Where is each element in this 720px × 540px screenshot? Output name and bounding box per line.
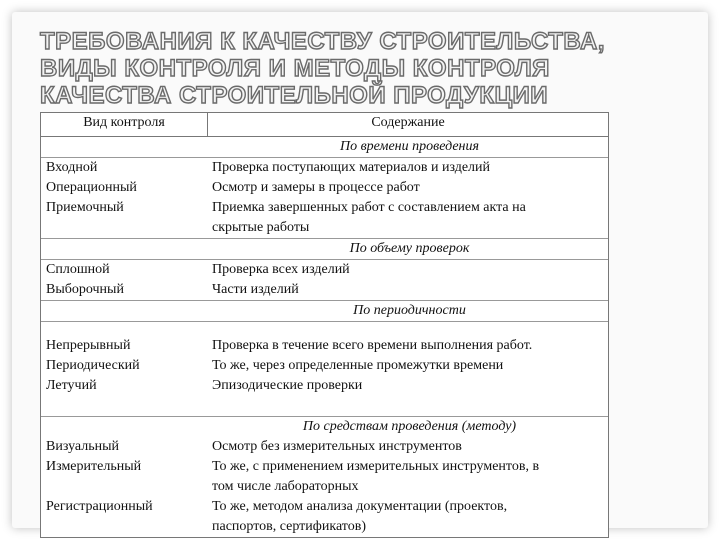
control-type-cell: Непрерывный: [46, 338, 131, 353]
category-by-periodicity: По периодичности: [41, 301, 608, 322]
title-line: ВИДЫ КОНТРОЛЯ И МЕТОДЫ КОНТРОЛЯ: [40, 55, 550, 82]
content-cell: паспортов, сертификатов): [212, 519, 367, 534]
content-cell: Проверка в течение всего времени выполнения работ.: [212, 338, 533, 353]
control-type-cell: Летучий: [46, 378, 97, 393]
section-by-periodicity: [41, 322, 608, 417]
content-cell: Осмотр без измерительных инструментов: [212, 439, 462, 454]
control-type-cell: Регистрационный: [46, 499, 153, 514]
slide-title: [40, 28, 700, 109]
title-line: КАЧЕСТВА СТРОИТЕЛЬНОЙ ПРОДУКЦИИ: [40, 82, 549, 109]
control-type-cell: Сплошной: [46, 262, 110, 277]
control-type-cell: Визуальный: [46, 439, 119, 454]
content-cell: том числе лабораторных: [212, 479, 359, 494]
control-type-cell: Входной: [46, 160, 98, 175]
control-type-cell: Выборочный: [46, 282, 124, 297]
content-cell: Проверка поступающих материалов и изделий: [212, 160, 491, 175]
table-header: [41, 113, 608, 137]
section-by-time: [41, 158, 608, 239]
category-by-method: По средствам проведения (методу): [302, 419, 517, 434]
header-control-type: Вид контроля: [41, 113, 208, 136]
title-line: ТРЕБОВАНИЯ К КАЧЕСТВУ СТРОИТЕЛЬСТВА,: [40, 28, 606, 55]
category-by-time: По времени проведения: [41, 137, 608, 158]
content-cell: скрытые работы: [212, 220, 310, 235]
content-cell: То же, методом анализа документации (проектов,: [212, 499, 508, 514]
content-cell: То же, с применением измерительных инструментов, в: [212, 459, 540, 474]
section-by-volume: [41, 260, 608, 301]
content-cell: Проверка всех изделий: [212, 262, 350, 277]
control-type-cell: Периодический: [46, 358, 140, 373]
control-type-cell: Операционный: [46, 180, 137, 195]
header-content: Содержание: [371, 115, 445, 130]
control-type-cell: Измерительный: [46, 459, 142, 474]
content-cell: Осмотр и замеры в процессе работ: [212, 180, 420, 195]
content-cell: То же, через определенные промежутки времени: [212, 358, 504, 373]
content-cell: Эпизодические проверки: [212, 378, 363, 393]
control-type-cell: Приемочный: [46, 200, 124, 215]
content-cell: Части изделий: [212, 282, 299, 297]
category-by-volume: По объему проверок: [41, 239, 608, 260]
content-cell: Приемка завершенных работ с составлением акта на: [212, 200, 526, 215]
section-by-method: [41, 437, 608, 537]
control-types-table: [40, 112, 609, 538]
